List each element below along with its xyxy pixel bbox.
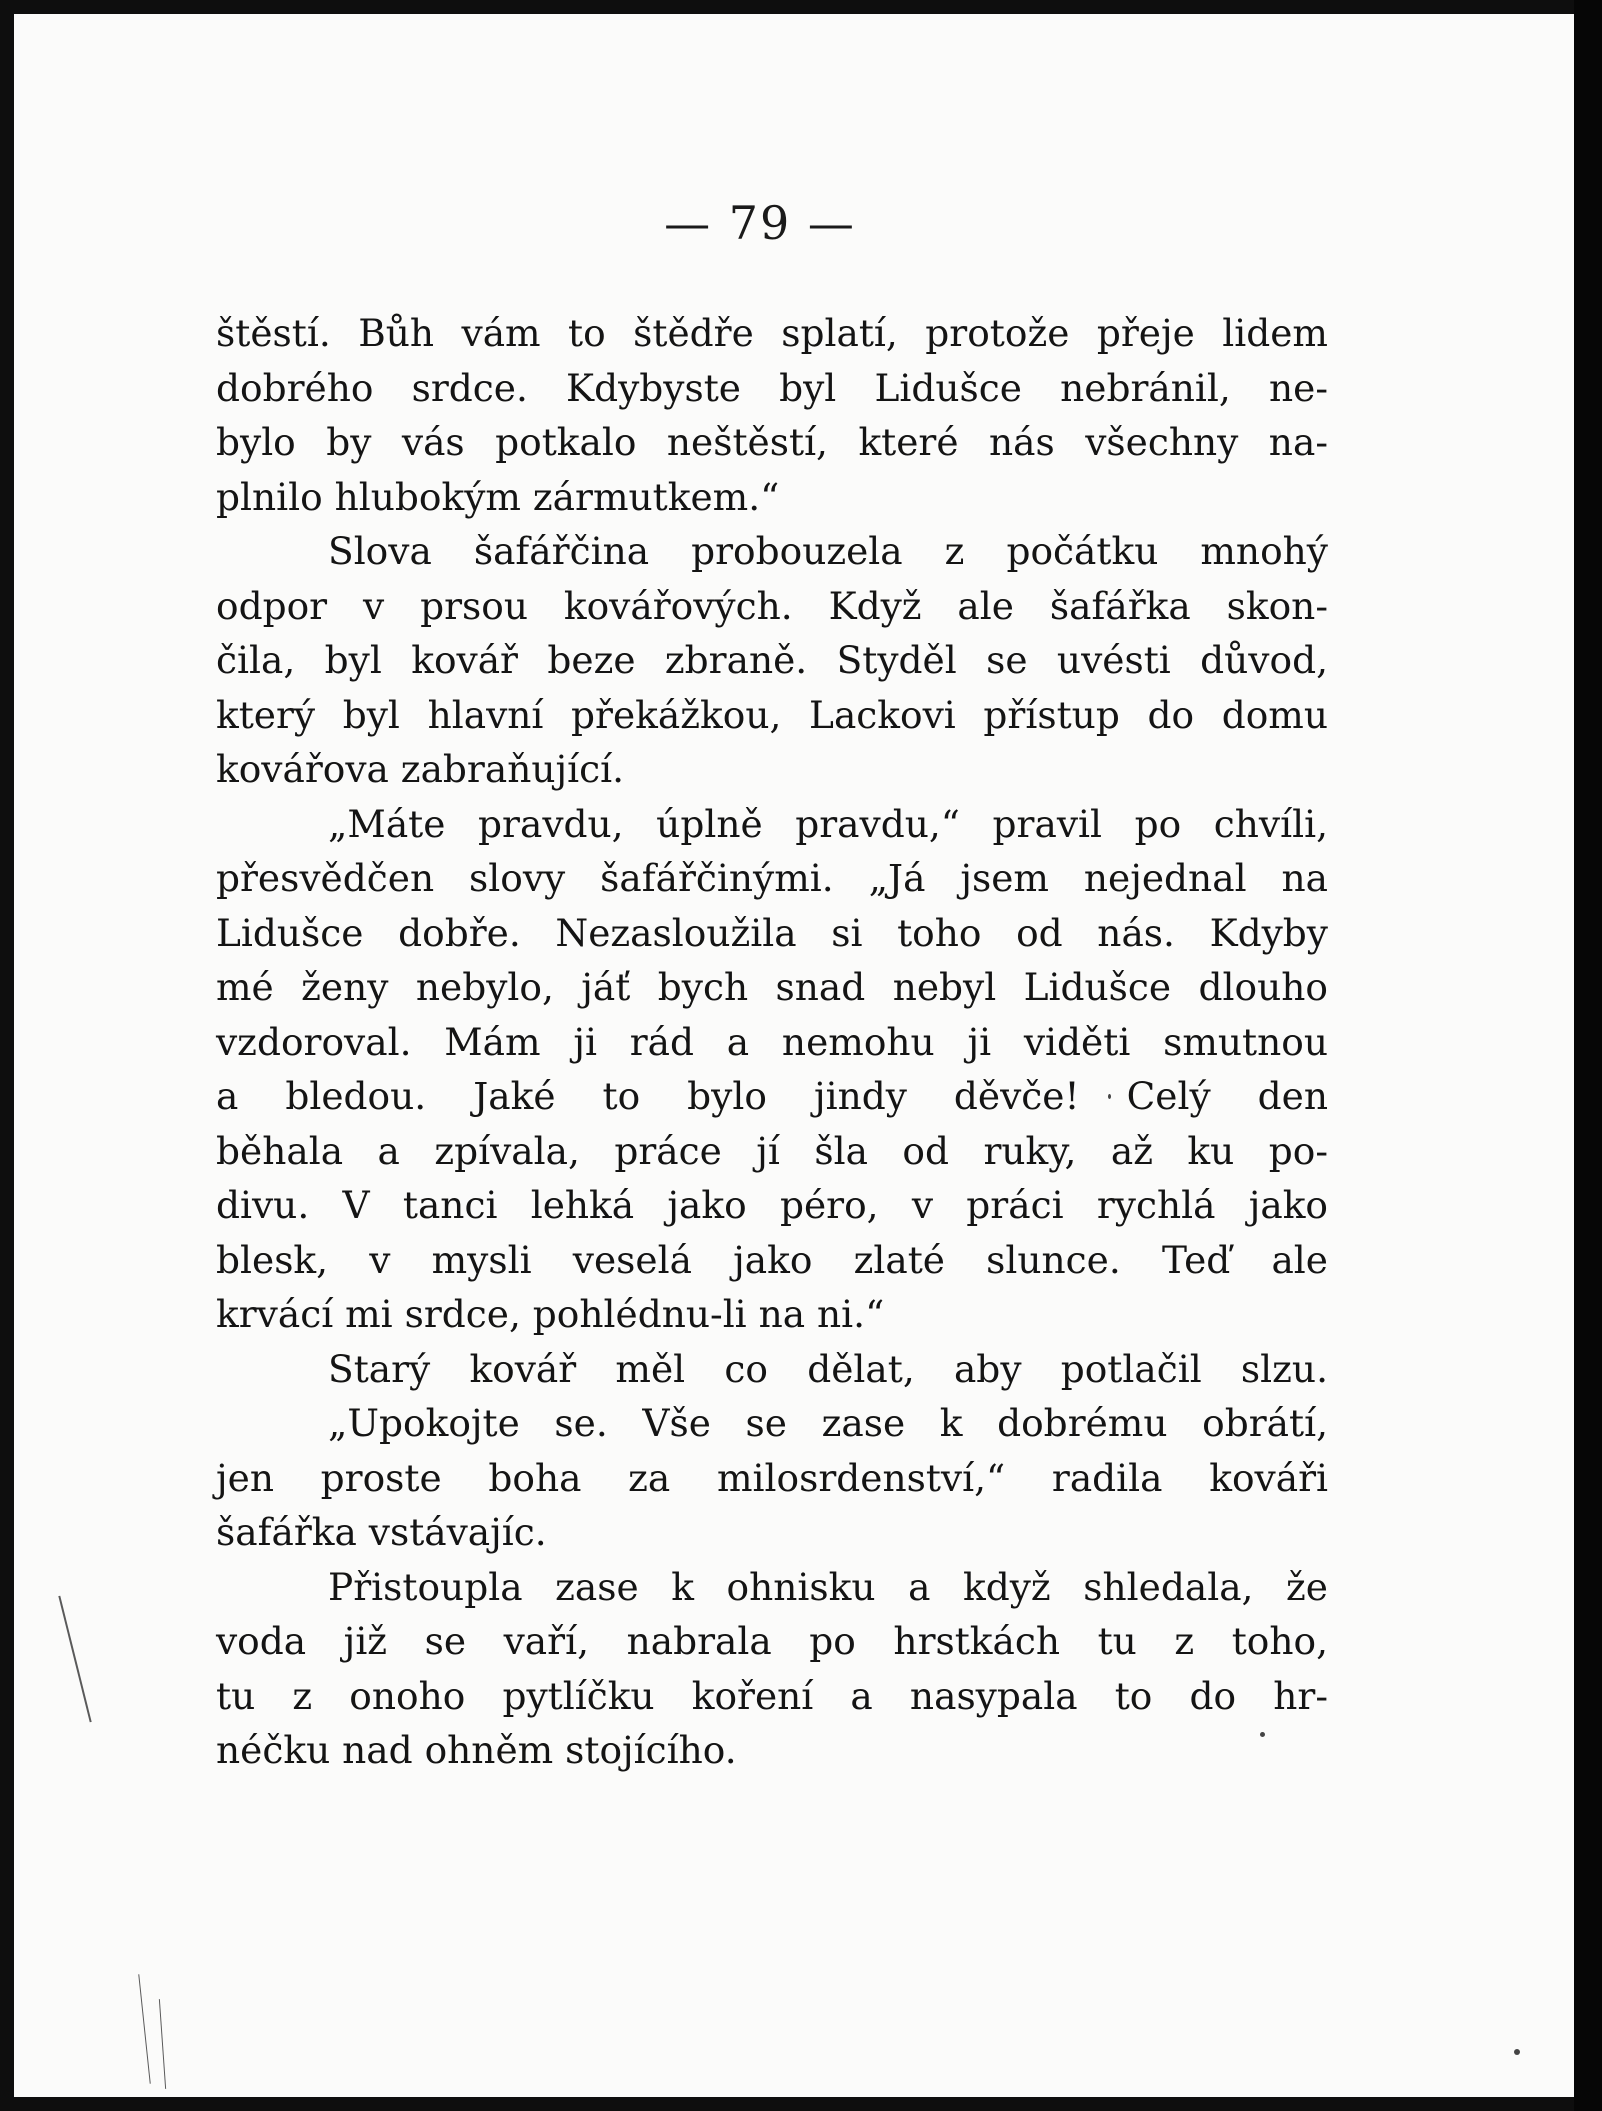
text-line: Slova šafářčina probouzela z počátku mnohý bbox=[328, 529, 1328, 573]
text-line: plnilo hlubokým zármutkem.“ bbox=[216, 474, 780, 519]
text-line: divu. V tanci lehká jako péro, v práci rychlá jako bbox=[216, 1183, 1328, 1227]
text-line: krvácí mi srdce, pohlédnu-li na ni.“ bbox=[216, 1292, 885, 1336]
scan-speck bbox=[1514, 2049, 1520, 2055]
text-line: přesvědčen slovy šafářčinými. „Já jsem nejednal na bbox=[216, 856, 1328, 900]
text-line: voda již se vaří, nabrala po hrstkách tu z toho, bbox=[216, 1619, 1328, 1663]
text-line: čila, byl kovář beze zbraně. Styděl se uvésti důvod, bbox=[216, 638, 1328, 682]
text-line: Starý kovář měl co dělat, aby potlačil slzu. bbox=[328, 1346, 1328, 1391]
text-line: štěstí. Bůh vám to štědře splatí, protože přeje lidem bbox=[216, 311, 1328, 355]
text-line: „Máte pravdu, úplně pravdu,“ pravil po chvíli, bbox=[328, 801, 1328, 846]
page-text bbox=[216, 306, 1328, 1778]
text-line: néčku nad ohněm stojícího. bbox=[216, 1728, 737, 1772]
text-line: bylo by vás potkalo neštěstí, které nás všechny na- bbox=[216, 420, 1328, 464]
text-line: tu z onoho pytlíčku koření a nasypala to do hr- bbox=[216, 1673, 1328, 1718]
text-line: mé ženy nebylo, jáť bych snad nebyl Lidušce dlouho bbox=[216, 965, 1328, 1009]
page-number: — 79 — bbox=[664, 196, 856, 250]
scan-scratch bbox=[138, 1974, 150, 2084]
text-line: odpor v prsou kovářových. Když ale šafářka skon- bbox=[216, 583, 1328, 628]
text-line: vzdoroval. Mám ji rád a nemohu ji viděti smutnou bbox=[216, 1019, 1328, 1064]
text-line: a bledou. Jaké to bylo jindy děvče! Celý den bbox=[216, 1074, 1328, 1118]
text-line: blesk, v mysli veselá jako zlaté slunce. Teď ale bbox=[216, 1237, 1328, 1282]
text-line: běhala a zpívala, práce jí šla od ruky, až ku po- bbox=[216, 1128, 1328, 1173]
text-line: kovářova zabraňující. bbox=[216, 747, 625, 791]
text-line: šafářka vstávajíc. bbox=[216, 1510, 547, 1554]
text-line: jen proste boha za milosrdenství,“ radila kováři bbox=[216, 1455, 1328, 1500]
scan-scratch bbox=[58, 1596, 91, 1723]
text-line: „Upokojte se. Vše se zase k dobrému obrátí, bbox=[328, 1401, 1328, 1445]
text-line: dobrého srdce. Kdybyste byl Lidušce nebránil, ne- bbox=[216, 365, 1328, 410]
scan-edge bbox=[1574, 0, 1602, 2111]
scan-scratch bbox=[159, 1999, 166, 2089]
text-line: Lidušce dobře. Nezasloužila si toho od nás. Kdyby bbox=[216, 910, 1328, 955]
text-line: Přistoupla zase k ohnisku a když shledala, že bbox=[328, 1564, 1328, 1609]
text-line: který byl hlavní překážkou, Lackovi přístup do domu bbox=[216, 692, 1328, 737]
